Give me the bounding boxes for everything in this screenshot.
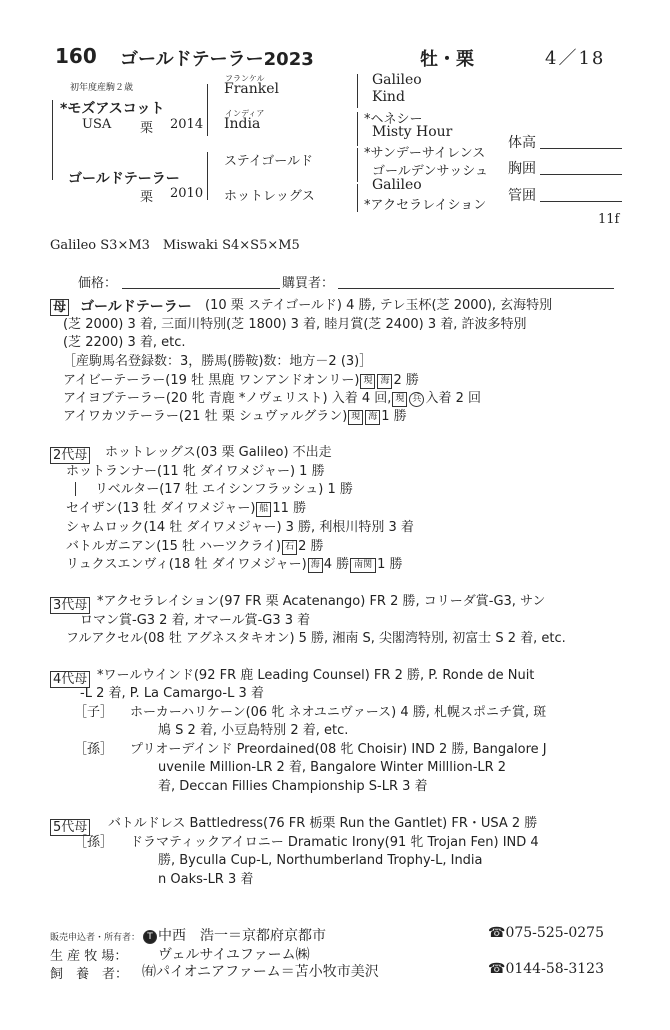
inbreeding-count: 11f	[598, 212, 620, 227]
g4-line-8: uvenile Million-LR 2 着, Bangalore Winter Milllion-LR 2	[158, 760, 507, 775]
g3-3: *ヘネシー	[364, 112, 423, 127]
sire-sire-kana: フランケル	[225, 74, 265, 83]
height-label: 体高	[508, 135, 536, 151]
g5-label: 5代母	[50, 816, 90, 836]
g2-branch	[75, 482, 76, 496]
sire-origin: USA	[82, 117, 112, 132]
g4-line-5: 鳩 S 2 着, 小豆島特別 2 着, etc.	[158, 723, 349, 738]
owner: T 中西 浩一＝京都府京都市	[142, 925, 326, 945]
chest-field[interactable]	[540, 174, 622, 175]
sire-name: *モズアスコット	[60, 101, 165, 117]
lot-number: 160	[55, 44, 97, 68]
dam-section-label: 母	[50, 296, 69, 316]
g2-label: 2代母	[50, 444, 90, 464]
cannon-label: 管囲	[508, 188, 536, 204]
offspring-1: アイビーテーラー(19 牡 黒鹿 ワンアンドオンリー) 現 海 2 勝	[63, 373, 419, 388]
dam-sire: ステイゴールド	[224, 154, 314, 169]
g4-line-7: プリオーデインド Preordained(08 牝 Choisir) IND 2 勝, Bangalore J	[130, 742, 547, 757]
phone-icon: ☎	[488, 925, 506, 941]
buyer-field[interactable]	[338, 288, 614, 289]
g5-line-4: 勝, Byculla Cup-L, Northumberland Trophy-L, India	[158, 853, 483, 868]
g3-line-2: ロマン賞-G3 2 着, オマール賞-G3 3 着	[80, 613, 311, 628]
dam-dam: ホットレッグス	[224, 189, 315, 204]
g3-5: *サンデーサイレンス	[364, 146, 486, 161]
breeder-phone: ☎0144-58-3123	[488, 961, 604, 977]
dam-record-2: (芝 2000) 3 着, 三面川特別(芝 1800) 3 着, 睦月賞(芝 2400) 3 着, 許波多特別	[63, 317, 527, 332]
dam-color: 栗	[140, 190, 154, 205]
sire-color: 栗	[140, 121, 154, 136]
g3-bracket-3	[357, 148, 358, 182]
g3-line-3: フルアクセル(08 牡 アグネスタキオン) 5 勝, 湘南 S, 尖閣湾特別, 初富士 S 2 着, etc.	[66, 631, 566, 646]
g3-bracket-2	[357, 112, 358, 146]
sire-dam: India	[224, 116, 261, 132]
g5-grandchild-tag: ［孫］	[74, 835, 114, 850]
g4-line-1: *ワールウインド(92 FR 鹿 Leading Counsel) FR 2 勝, P. Ronde de Nuit	[97, 668, 535, 683]
horse-name: ゴールドテーラー2023	[120, 49, 314, 70]
g3-bracket-1	[357, 74, 358, 108]
g2-item-1: ホットランナー(11 牝 ダイワメジャー) 1 勝	[66, 464, 325, 479]
sire-bracket	[207, 84, 208, 136]
g3-bracket-4	[357, 184, 358, 212]
dam-produce-summary: ［産駒馬名登録数：3，勝馬(勝鞍)数：地方－2 (3)］	[63, 354, 373, 369]
dam-bracket	[207, 152, 208, 200]
g3-label: 3代母	[50, 594, 90, 614]
g3-2: Kind	[372, 89, 405, 105]
breeder: ㈲パイオニアファーム＝苫小牧市美沢	[142, 964, 379, 980]
phone-t-icon: T	[143, 930, 157, 944]
g4-child-tag: ［子］	[74, 705, 114, 720]
sire-note: 初年度産駒２歳	[70, 83, 134, 93]
chest-label: 胸囲	[508, 161, 536, 177]
buyer-label: 購買者：	[282, 276, 335, 291]
g3-7: Galileo	[372, 177, 422, 193]
inbreeding-line: Galileo S3×M3 Miswaki S4×S5×M5	[50, 238, 300, 253]
g3-4: Misty Hour	[372, 124, 453, 140]
g2-item-5: バトルガニアン(15 牡 ハーツクライ) 石 2 勝	[66, 539, 324, 554]
price-label: 価格：	[78, 276, 118, 291]
g2-item-2: リベルター(17 牡 エイシンフラッシュ) 1 勝	[95, 482, 353, 497]
g3-line-1: *アクセラレイション(97 FR 栗 Acatenango) FR 2 勝, コリーダ賞-G3, サン	[97, 594, 546, 609]
dam-year: 2010	[170, 186, 204, 201]
g5-line-5: n Oaks-LR 3 着	[158, 872, 254, 887]
dam-section-name: ゴールドテーラー	[80, 299, 192, 315]
pedigree-bracket	[52, 100, 53, 180]
height-field[interactable]	[540, 148, 622, 149]
g4-line-9: 着, Deccan Fillies Championship S-LR 3 着	[158, 779, 428, 794]
g4-line-2: -L 2 着, P. La Camargo-L 3 着	[80, 686, 264, 701]
breeder-label: 飼 養 者：	[50, 967, 129, 982]
price-field[interactable]	[122, 288, 280, 289]
offspring-3: アイワカツテーラー(21 牡 栗 シュヴァルグラン) 現 海 1 勝	[63, 409, 407, 424]
g2-item-3: セイザン(13 牡 ダイワメジャー) 船 11 勝	[66, 501, 307, 516]
dam-name: ゴールドテーラー	[68, 171, 180, 187]
g5-line-1: バトルドレス Battledress(76 FR 栃栗 Run the Gantlet) FR・USA 2 勝	[108, 816, 538, 831]
sire-dam-kana: インディア	[225, 109, 265, 118]
dam-record-1: (10 栗 ステイゴールド) 4 勝, テレ玉杯(芝 2000), 玄海特別	[205, 298, 553, 313]
phone-icon: ☎	[488, 961, 506, 977]
dam-record-3: (芝 2200) 3 着, etc.	[63, 335, 186, 350]
farm: ヴェルサイユファーム㈱	[158, 947, 310, 963]
g2-item-6: リュクスエンヴィ(18 牡 ダイワメジャー) 海 4 勝 南関 1 勝	[66, 557, 403, 572]
farm-label: 生 産 牧 場：	[50, 949, 128, 964]
offspring-2: アイヨブテーラー(20 牝 青鹿 *ノヴェリスト) 入着 4 回, 現 兵 入着 2 回	[63, 391, 481, 406]
g4-label: 4代母	[50, 668, 90, 688]
g3-6: ゴールデンサッシュ	[372, 164, 488, 179]
g2-head: ホットレッグス(03 栗 Galileo) 不出走	[105, 445, 332, 460]
sire-year: 2014	[170, 117, 204, 132]
g5-line-3: ドラマティックアイロニー Dramatic Irony(91 牝 Trojan Fen) IND 4	[130, 835, 539, 850]
g2-item-4: シャムロック(14 牡 ダイワメジャー) 3 勝, 利根川特別 3 着	[66, 520, 414, 535]
owner-phone: ☎075-525-0275	[488, 925, 604, 941]
sex-color: 牡・栗	[420, 49, 474, 70]
g4-grandchild-tag: ［孫］	[74, 742, 114, 757]
owner-label: 販売申込者・所有者：	[50, 933, 141, 943]
g3-1: Galileo	[372, 72, 422, 88]
birth-date: 4／18	[545, 48, 606, 69]
g3-8: *アクセラレイション	[364, 198, 487, 213]
sire-sire: Frankel	[224, 81, 280, 97]
g4-line-4: ホーカーハリケーン(06 牝 ネオユニヴァース) 4 勝, 札幌スポニチ賞, 斑	[130, 705, 547, 720]
cannon-field[interactable]	[540, 201, 622, 202]
